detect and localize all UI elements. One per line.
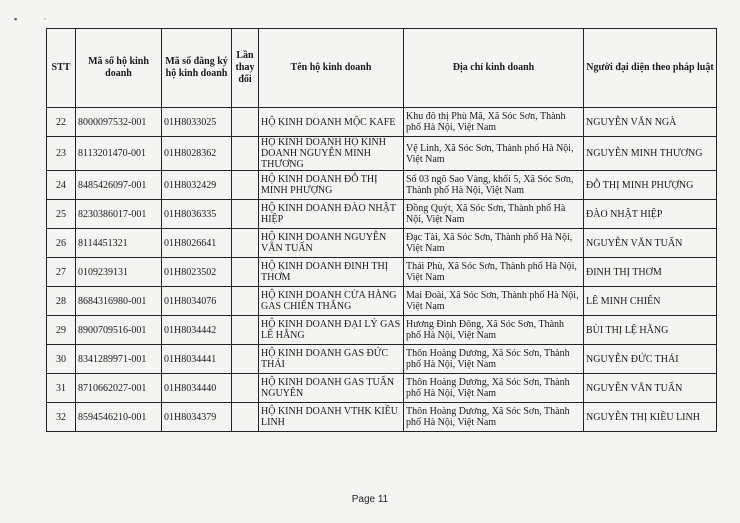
table-row	[47, 200, 717, 229]
cell-reg-code: 01H8028362	[162, 137, 232, 171]
cell-reg-code: 01H8034076	[162, 287, 232, 316]
cell-reg-code: 01H8034440	[162, 374, 232, 403]
cell-tax-code: 8485426097-001	[76, 171, 162, 200]
scan-marks: ▪ ·	[14, 14, 59, 24]
table-body	[47, 108, 717, 432]
cell-address: Thôn Hoàng Dương, Xã Sóc Sơn, Thành phố Hà Nội, Việt Nam	[404, 345, 584, 374]
table-row	[47, 345, 717, 374]
cell-change	[232, 108, 259, 137]
cell-change	[232, 137, 259, 171]
cell-representative: ĐÀO NHẬT HIỆP	[584, 200, 717, 229]
cell-business-name: HỘ KINH DOANH HỘ KINH DOANH NGUYỄN MINH THƯƠNG	[259, 137, 404, 171]
table-row	[47, 374, 717, 403]
cell-representative: ĐINH THỊ THƠM	[584, 258, 717, 287]
cell-address: Vệ Linh, Xã Sóc Sơn, Thành phố Hà Nội, Việt Nam	[404, 137, 584, 171]
cell-stt: 31	[47, 374, 76, 403]
cell-representative: NGUYỄN VĂN NGÀ	[584, 108, 717, 137]
cell-tax-code: 8710662027-001	[76, 374, 162, 403]
cell-reg-code: 01H8032429	[162, 171, 232, 200]
cell-change	[232, 345, 259, 374]
cell-representative: NGUYỄN MINH THƯƠNG	[584, 137, 717, 171]
table-row	[47, 258, 717, 287]
cell-business-name: HỘ KINH DOANH ĐINH THỊ THƠM	[259, 258, 404, 287]
col-header-representative: Người đại diện theo pháp luật	[584, 29, 717, 108]
cell-stt: 29	[47, 316, 76, 345]
cell-business-name: HỘ KINH DOANH CỬA HÀNG GAS CHIẾN THẮNG	[259, 287, 404, 316]
cell-stt: 25	[47, 200, 76, 229]
cell-stt: 30	[47, 345, 76, 374]
business-registry-table	[46, 28, 717, 432]
cell-business-name: HỘ KINH DOANH GAS TUẤN NGUYÊN	[259, 374, 404, 403]
cell-representative: NGUYỄN THỊ KIỀU LINH	[584, 403, 717, 432]
cell-reg-code: 01H8026641	[162, 229, 232, 258]
cell-business-name: HỘ KINH DOANH ĐỖ THỊ MINH PHƯỢNG	[259, 171, 404, 200]
cell-change	[232, 287, 259, 316]
cell-address: Hương Đình Đông, Xã Sóc Sơn, Thành phố Hà Nội, Việt Nam	[404, 316, 584, 345]
cell-reg-code: 01H8034379	[162, 403, 232, 432]
cell-business-name: HỘ KINH DOANH ĐẠI LÝ GAS LÊ HẰNG	[259, 316, 404, 345]
table-row	[47, 287, 717, 316]
cell-address: Thôn Hoàng Dương, Xã Sóc Sơn, Thành phố Hà Nội, Việt Nam	[404, 374, 584, 403]
table-row	[47, 403, 717, 432]
cell-business-name: HỘ KINH DOANH GAS ĐỨC THÁI	[259, 345, 404, 374]
table-row	[47, 229, 717, 258]
cell-address: Số 03 ngõ Sao Vàng, khối 5, Xã Sóc Sơn, Thành phố Hà Nội, Việt Nam	[404, 171, 584, 200]
cell-change	[232, 200, 259, 229]
cell-representative: BÙI THỊ LỆ HẰNG	[584, 316, 717, 345]
table-row	[47, 137, 717, 171]
cell-address: Đồng Quýt, Xã Sóc Sơn, Thành phố Hà Nội, Việt Nam	[404, 200, 584, 229]
table-row	[47, 171, 717, 200]
cell-stt: 27	[47, 258, 76, 287]
cell-reg-code: 01H8034441	[162, 345, 232, 374]
cell-reg-code: 01H8036335	[162, 200, 232, 229]
cell-tax-code: 8341289971-001	[76, 345, 162, 374]
cell-stt: 23	[47, 137, 76, 171]
cell-address: Thôn Hoàng Dương, Xã Sóc Sơn, Thành phố Hà Nội, Việt Nam	[404, 403, 584, 432]
cell-change	[232, 258, 259, 287]
table-header-row	[47, 29, 717, 108]
col-header-stt: STT	[47, 29, 76, 108]
cell-tax-code: 8900709516-001	[76, 316, 162, 345]
cell-stt: 28	[47, 287, 76, 316]
cell-change	[232, 316, 259, 345]
cell-stt: 32	[47, 403, 76, 432]
page-number: Page 11	[351, 494, 389, 505]
cell-stt: 24	[47, 171, 76, 200]
cell-business-name: HỘ KINH DOANH MỘC KAFE	[259, 108, 404, 137]
cell-address: Đạc Tài, Xã Sóc Sơn, Thành phố Hà Nội, Việt Nam	[404, 229, 584, 258]
cell-tax-code: 8114451321	[76, 229, 162, 258]
cell-representative: NGUYỄN VĂN TUẤN	[584, 374, 717, 403]
cell-tax-code: 8000097532-001	[76, 108, 162, 137]
col-header-business-name: Tên hộ kinh doanh	[259, 29, 404, 108]
col-header-change: Lần thay đổi	[232, 29, 259, 108]
cell-tax-code: 8684316980-001	[76, 287, 162, 316]
cell-business-name: HỘ KINH DOANH NGUYỄN VĂN TUẤN	[259, 229, 404, 258]
cell-reg-code: 01H8034442	[162, 316, 232, 345]
cell-reg-code: 01H8023502	[162, 258, 232, 287]
table-row	[47, 108, 717, 137]
cell-change	[232, 229, 259, 258]
cell-tax-code: 0109239131	[76, 258, 162, 287]
cell-representative: ĐỖ THỊ MINH PHƯỢNG	[584, 171, 717, 200]
col-header-tax-code: Mã số hộ kinh doanh	[76, 29, 162, 108]
cell-address: Thái Phù, Xã Sóc Sơn, Thành phố Hà Nội, Việt Nam	[404, 258, 584, 287]
cell-business-name: HỘ KINH DOANH ĐÀO NHẬT HIỆP	[259, 200, 404, 229]
cell-address: Khu đô thị Phù Mã, Xã Sóc Sơn, Thành phố Hà Nội, Việt Nam	[404, 108, 584, 137]
cell-representative: LÊ MINH CHIẾN	[584, 287, 717, 316]
cell-tax-code: 8594546210-001	[76, 403, 162, 432]
cell-representative: NGUYỄN VĂN TUẤN	[584, 229, 717, 258]
cell-stt: 22	[47, 108, 76, 137]
cell-change	[232, 403, 259, 432]
cell-representative: NGUYỄN ĐỨC THÁI	[584, 345, 717, 374]
col-header-address: Địa chỉ kinh doanh	[404, 29, 584, 108]
cell-tax-code: 8113201470-001	[76, 137, 162, 171]
cell-stt: 26	[47, 229, 76, 258]
col-header-reg-code: Mã số đăng ký hộ kinh doanh	[162, 29, 232, 108]
cell-tax-code: 8230386017-001	[76, 200, 162, 229]
cell-address: Mai Đoài, Xã Sóc Sơn, Thành phố Hà Nội, Việt Nam	[404, 287, 584, 316]
cell-business-name: HỘ KINH DOANH VTHK KIỀU LINH	[259, 403, 404, 432]
cell-change	[232, 374, 259, 403]
table-row	[47, 316, 717, 345]
cell-change	[232, 171, 259, 200]
cell-reg-code: 01H8033025	[162, 108, 232, 137]
